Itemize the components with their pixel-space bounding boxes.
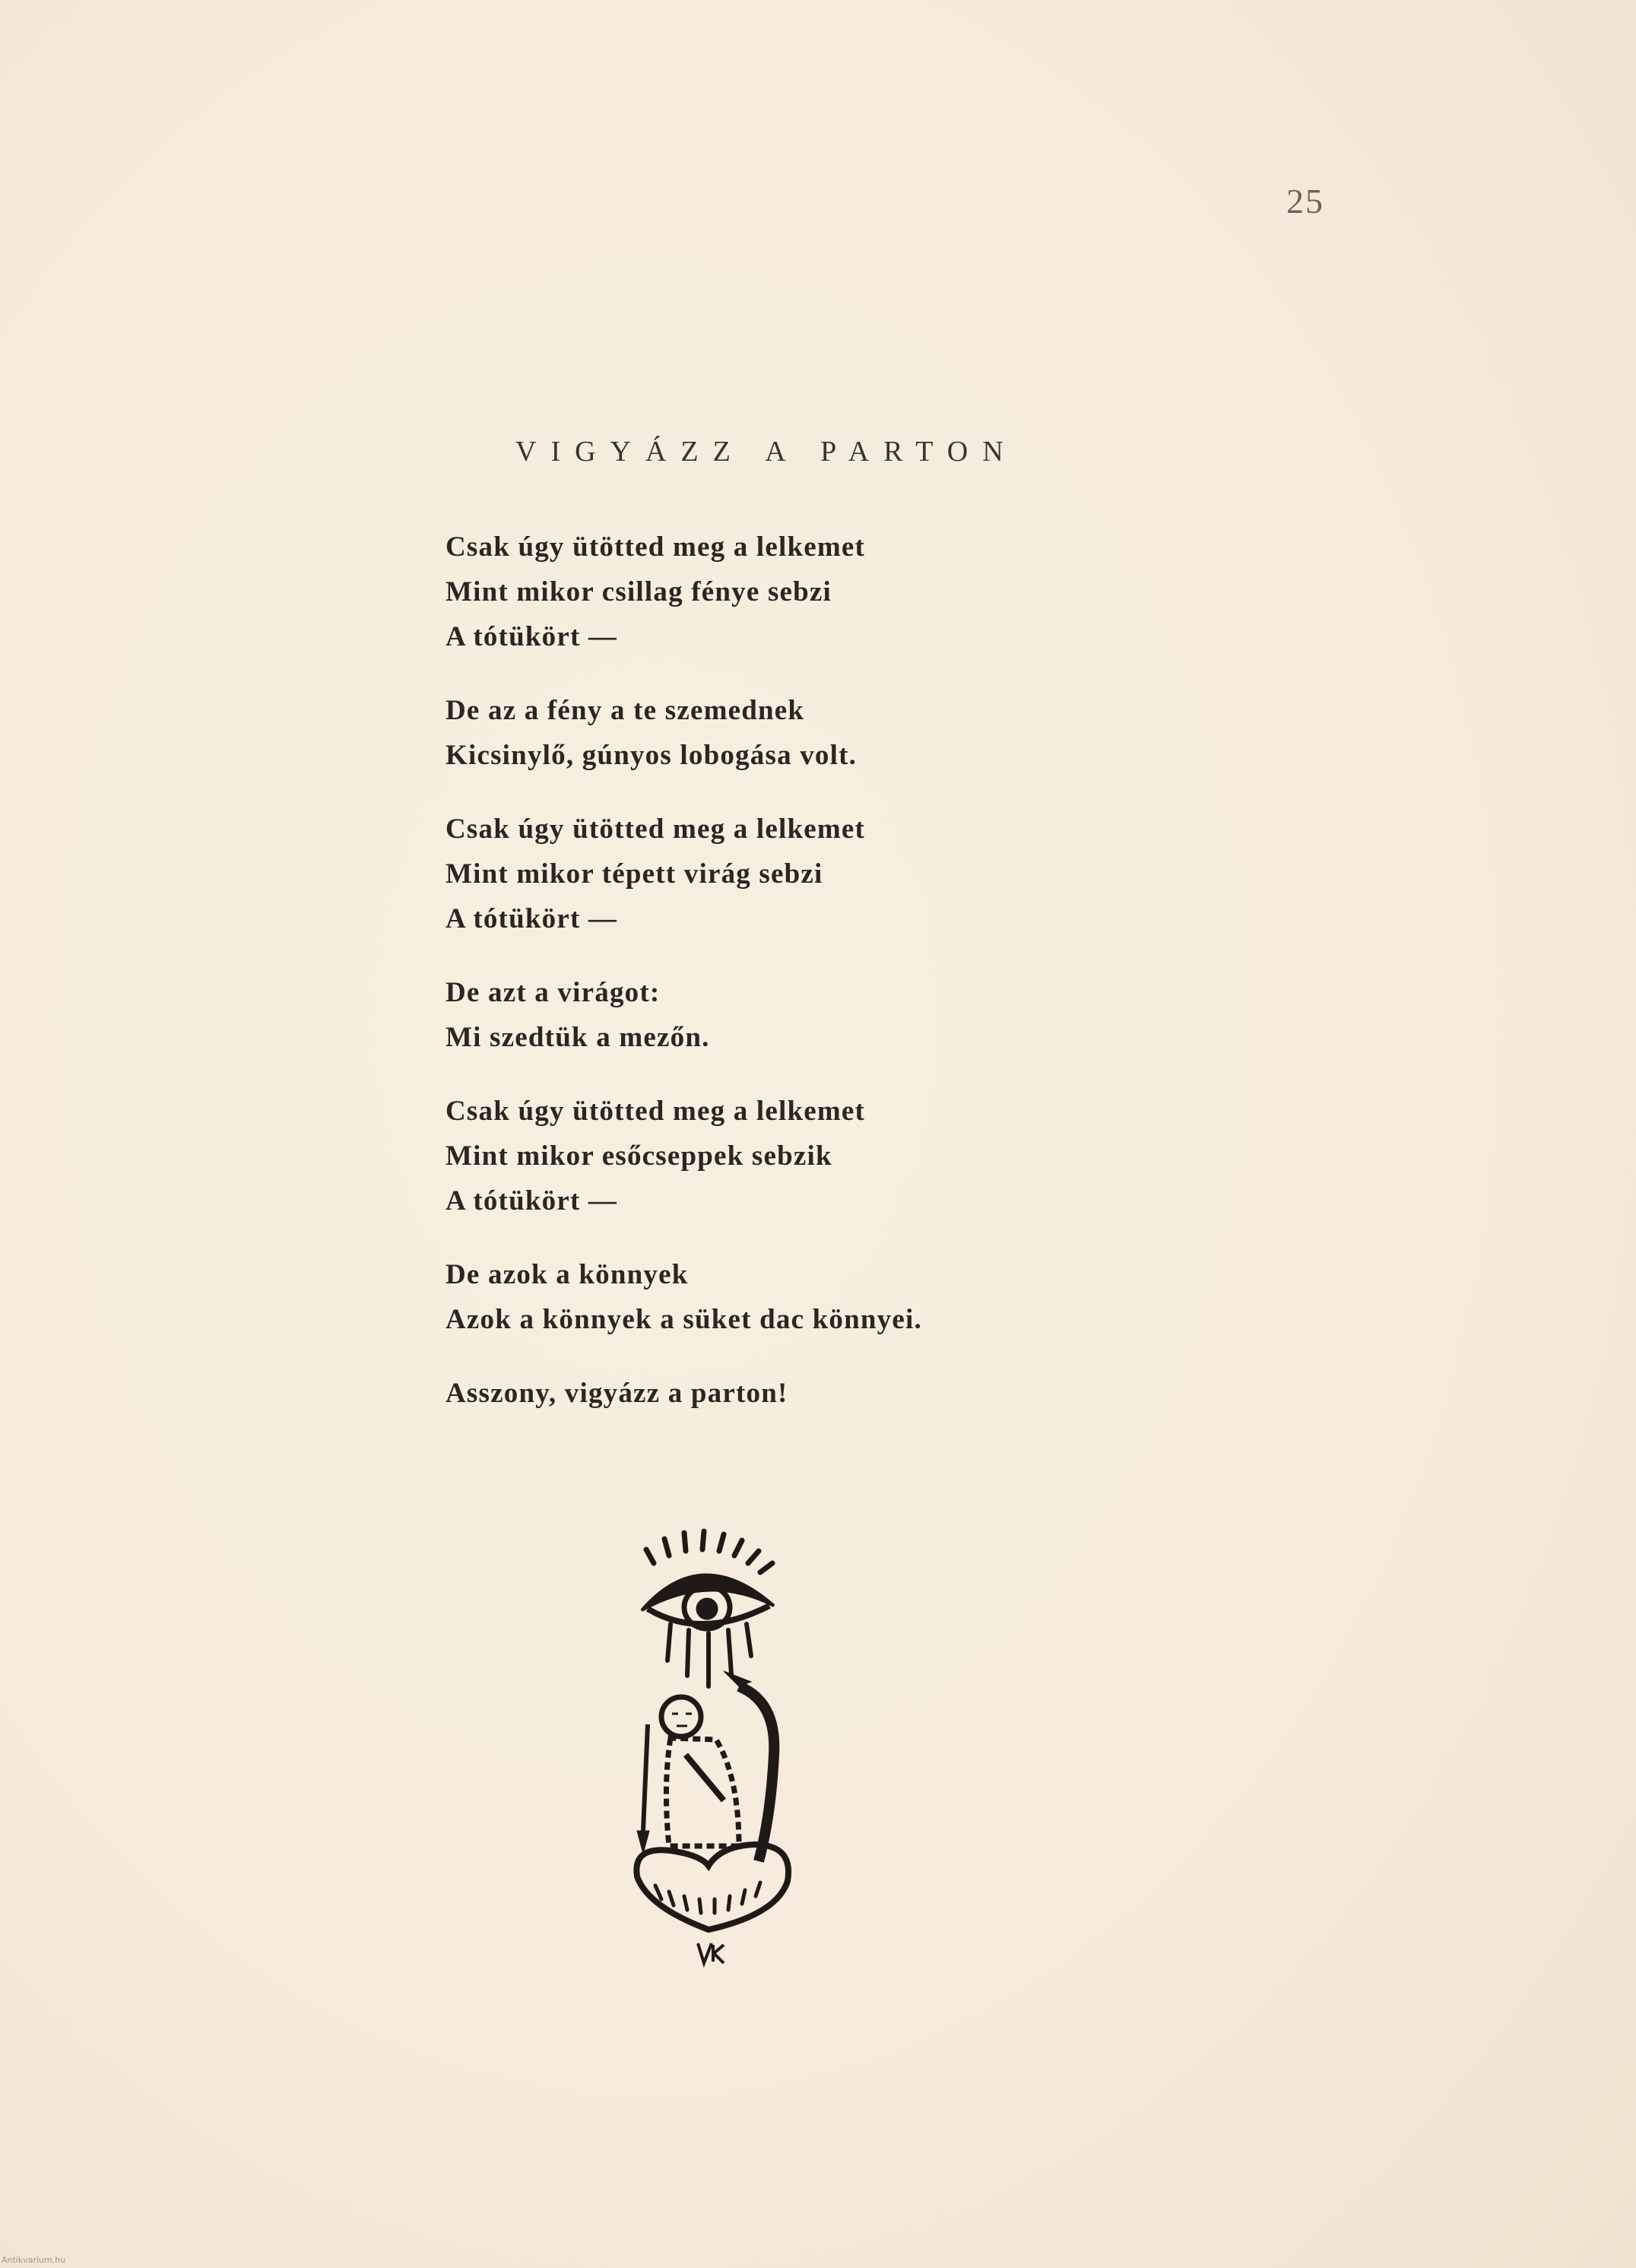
poem-title: VIGYÁZZ A PARTON bbox=[515, 436, 1018, 468]
poem-line: A tótükört — bbox=[445, 1185, 618, 1216]
poem-line: De azok a könnyek bbox=[445, 1259, 689, 1290]
poem-body bbox=[445, 525, 1054, 1445]
poem-line: Mi szedtük a mezőn. bbox=[445, 1022, 710, 1053]
poem-line: A tótükört — bbox=[445, 621, 618, 652]
poem-line: Azok a könnyek a süket dac könnyei. bbox=[445, 1304, 922, 1335]
poem-line: Csak úgy ütötted meg a lelkemet bbox=[445, 1096, 866, 1127]
poem-line: Mint mikor esőcseppek sebzik bbox=[445, 1140, 832, 1172]
poem-line: De az a fény a te szemednek bbox=[445, 695, 805, 726]
poem-line: Mint mikor tépett virág sebzi bbox=[445, 858, 823, 890]
poem-line: Mint mikor csillag fénye sebzi bbox=[445, 576, 832, 607]
watermark: Antikvarium.hu bbox=[2, 2255, 66, 2265]
woodcut-vignette-illustration bbox=[625, 1527, 807, 1968]
poem-line: De azt a virágot: bbox=[445, 977, 661, 1008]
stanza bbox=[445, 525, 1054, 659]
stanza bbox=[445, 1089, 1054, 1223]
stanza bbox=[445, 688, 1054, 778]
poem-line: Csak úgy ütötted meg a lelkemet bbox=[445, 814, 866, 845]
poem-line: Asszony, vigyázz a parton! bbox=[445, 1378, 788, 1409]
stanza bbox=[445, 1371, 1054, 1416]
stanza bbox=[445, 1252, 1054, 1342]
stanza bbox=[445, 970, 1054, 1060]
poem-line: Csak úgy ütötted meg a lelkemet bbox=[445, 531, 866, 563]
page-number: 25 bbox=[1286, 182, 1324, 220]
stanza bbox=[445, 807, 1054, 941]
poem-line: Kicsinylő, gúnyos lobogása volt. bbox=[445, 740, 858, 771]
poem-line: A tótükört — bbox=[445, 903, 618, 934]
